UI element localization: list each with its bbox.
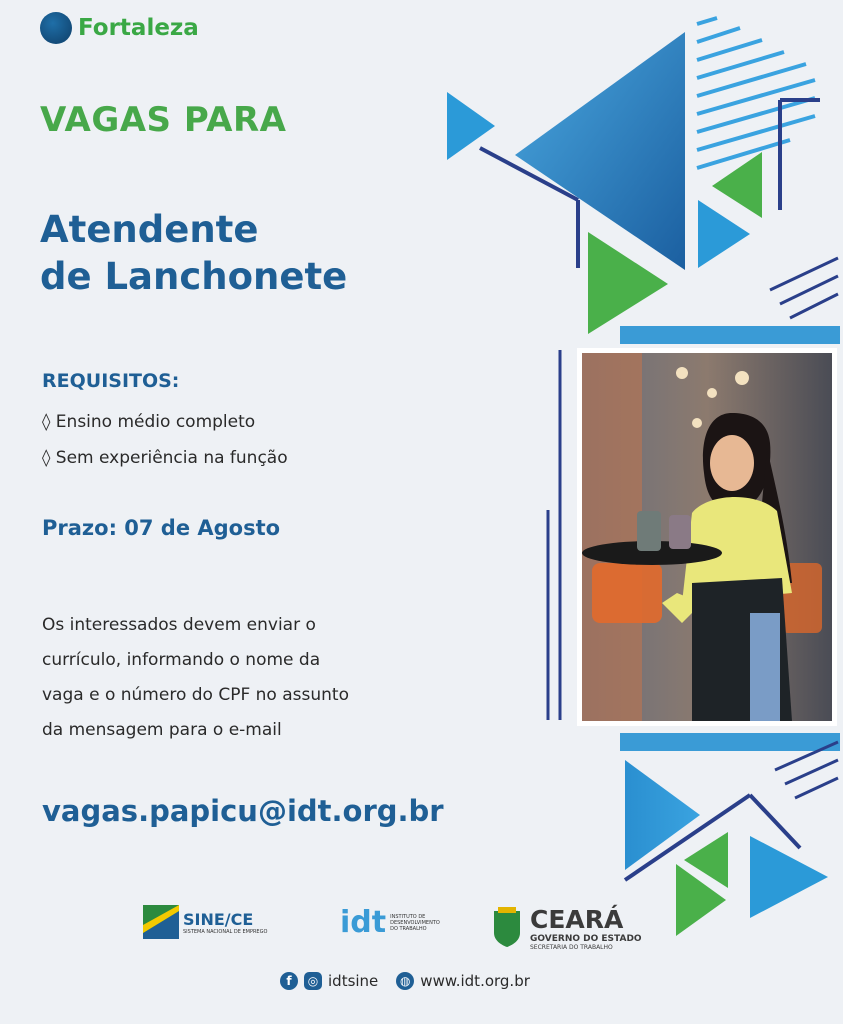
blue-bar-top (620, 326, 840, 344)
ceara-subtitle: GOVERNO DO ESTADO (530, 934, 642, 944)
social-handle[interactable]: idtsine (328, 972, 379, 990)
globe-icon: ◍ (396, 972, 414, 990)
instructions-text (42, 608, 442, 748)
contact-email[interactable]: vagas.papicu@idt.org.br (42, 794, 444, 828)
small-blue-triangle (447, 92, 495, 160)
city-icon (40, 12, 72, 44)
idt-name: idt (340, 905, 387, 940)
blue-bar-bottom (620, 733, 840, 751)
website-link[interactable]: www.idt.org.br (420, 972, 530, 990)
waitress-photo (582, 353, 832, 721)
headline: VAGAS PARA (40, 100, 287, 140)
requirement-item: ◊ Sem experiência na função (42, 448, 288, 468)
job-title-line2: de Lanchonete (40, 255, 348, 298)
job-title (40, 206, 347, 300)
requirement-item: ◊ Ensino médio completo (42, 412, 256, 432)
ceara-logo (490, 905, 642, 951)
city-badge (40, 12, 199, 44)
idt-logo (340, 905, 445, 940)
requirements-list (42, 404, 288, 476)
ceara-crest-icon (490, 907, 524, 949)
city-name: Fortaleza (78, 15, 199, 41)
instagram-icon[interactable]: ◎ (304, 972, 322, 990)
job-title-line1: Atendente (40, 208, 259, 251)
social-links (280, 972, 530, 990)
sine-subtitle: SISTEMA NACIONAL DE EMPREGO (183, 928, 268, 935)
ceara-name: CEARÁ (530, 905, 624, 934)
instructions-line: da mensagem para o e-mail (42, 720, 282, 740)
blue-triangle-bottom-right (750, 836, 828, 918)
brazil-flag-icon (143, 905, 179, 939)
instructions-line: Os interessados devem enviar o (42, 615, 316, 635)
facebook-icon[interactable]: f (280, 972, 298, 990)
ceara-secretaria: SECRETARIA DO TRABALHO (530, 944, 613, 951)
sine-name: SINE/CE (183, 909, 254, 929)
blue-triangle-mid (698, 200, 750, 268)
requirements-title: REQUISITOS: (42, 370, 180, 392)
instructions-line: currículo, informando o nome da (42, 650, 321, 670)
idt-subtitle: INSTITUTO DE DESENVOLVIMENTO DO TRABALHO (390, 913, 440, 932)
instructions-line: vaga e o número do CPF no assunto (42, 685, 349, 705)
deadline: Prazo: 07 de Agosto (42, 516, 281, 540)
sine-logo (143, 905, 267, 939)
big-blue-triangle (515, 32, 685, 270)
